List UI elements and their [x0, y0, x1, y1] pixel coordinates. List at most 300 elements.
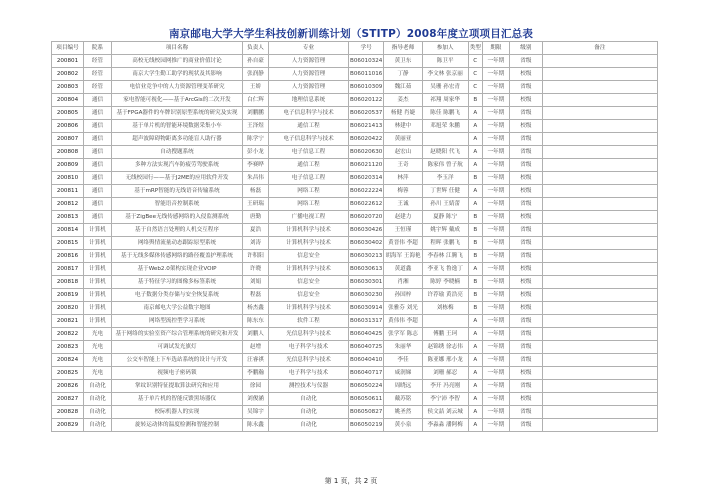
table-cell: 校级 — [509, 94, 542, 107]
table-cell: 省级 — [509, 250, 542, 263]
table-cell: B06030613 — [349, 263, 384, 276]
table-row — [52, 276, 658, 289]
table-cell: 陈婷 李晓楠 — [422, 276, 468, 289]
table-cell: 电子信息科学与技术 — [269, 107, 349, 120]
table-cell — [542, 237, 657, 250]
table-cell — [542, 406, 657, 419]
table-cell: 200829 — [52, 419, 84, 432]
table-cell: 自动化 — [84, 380, 112, 393]
table-cell: 一年期 — [482, 367, 509, 380]
table-cell: 光电 — [84, 354, 112, 367]
table-cell: 李宁沛 李智 — [422, 393, 468, 406]
table-cell: 200802 — [52, 68, 84, 81]
table-cell: 基于网络的实验室资产综合管理系统的研究和开发 — [112, 328, 243, 341]
table-cell: 黄晋伟 李超 — [384, 237, 422, 250]
table-cell: 丁静 — [384, 68, 422, 81]
table-cell: 一年期 — [482, 419, 509, 432]
table-cell: 陈卫平 — [422, 55, 468, 68]
table-cell: 张雅芬 刘光 — [384, 302, 422, 315]
table-cell: 一年期 — [482, 81, 509, 94]
table-cell: 赵宏山 — [384, 146, 422, 159]
table-cell: 赵晓阳 代飞 — [422, 146, 468, 159]
table-cell: A — [468, 185, 482, 198]
table-cell: 200828 — [52, 406, 84, 419]
table-cell: 经管 — [84, 81, 112, 94]
table-cell: 南京邮电大学公益数字地图 — [112, 302, 243, 315]
table-cell — [422, 133, 468, 146]
table-cell: B — [468, 250, 482, 263]
table-cell — [542, 380, 657, 393]
table-body — [52, 55, 658, 432]
table-cell: 魏江茹 — [384, 81, 422, 94]
table-cell: 省级 — [509, 55, 542, 68]
table-cell: B06050224 — [349, 380, 384, 393]
table-cell: 基于ZigBee无线传感网络的入侵监测系统 — [112, 211, 243, 224]
col-header: 指导老师 — [384, 42, 422, 55]
table-row — [52, 172, 658, 185]
table-cell: 校际机器人的实现 — [112, 406, 243, 419]
table-row — [52, 133, 658, 146]
table-cell: 省级 — [509, 146, 542, 159]
table-cell: 周晓远 — [384, 380, 422, 393]
table-cell: 王泽煜 — [243, 120, 269, 133]
table-cell: 人力资源管理 — [269, 55, 349, 68]
table-cell: 200822 — [52, 328, 84, 341]
table-cell: 校级 — [509, 263, 542, 276]
table-cell: 校级 — [509, 211, 542, 224]
table-cell: 高校无线校园网推广的商业价值讨论 — [112, 55, 243, 68]
table-cell: 林萍 — [384, 172, 422, 185]
table-row — [52, 55, 658, 68]
page-title: 南京邮电大学大学生科技创新训练计划（STITP）2008年度立项项目汇总表 — [168, 28, 534, 40]
table-cell: 省级 — [509, 81, 542, 94]
table-cell: B06030213 — [349, 250, 384, 263]
table-row — [52, 315, 658, 328]
col-header: 项目名称 — [112, 42, 243, 55]
table-cell: 一年期 — [482, 341, 509, 354]
table-cell: B06030914 — [349, 302, 384, 315]
table-cell: 陈家伟 曾子航 — [422, 159, 468, 172]
table-cell: 张学军 陈志 — [384, 328, 422, 341]
table-cell: 200805 — [52, 107, 84, 120]
table-cell: 200804 — [52, 94, 84, 107]
table-cell — [542, 276, 657, 289]
table-cell: 一年期 — [482, 289, 509, 302]
table-cell: B — [468, 211, 482, 224]
table-cell — [542, 55, 657, 68]
table-cell — [542, 419, 657, 432]
table-cell: 一年期 — [482, 120, 509, 133]
table-cell: 通信 — [84, 146, 112, 159]
table-cell: 徐园 — [243, 380, 269, 393]
table-cell: B06010324 — [349, 55, 384, 68]
table-cell: B06022612 — [349, 198, 384, 211]
table-cell: B — [468, 94, 482, 107]
table-cell: B06022224 — [349, 185, 384, 198]
table-cell — [542, 172, 657, 185]
table-row — [52, 328, 658, 341]
table-cell: 200819 — [52, 289, 84, 302]
table-cell: 自动化 — [269, 406, 349, 419]
table-cell: 人力资源管理 — [269, 81, 349, 94]
table-row — [52, 380, 658, 393]
table-cell: 旋转运动体的温度检测和智能控制 — [112, 419, 243, 432]
table-cell: 吴珊 孙宏青 — [422, 81, 468, 94]
table-cell: 姚圣然 — [384, 406, 422, 419]
table-cell: 200817 — [52, 263, 84, 276]
table-cell: 陈学宁 — [243, 133, 269, 146]
table-row — [52, 94, 658, 107]
table-cell: 陈永鑫 — [243, 419, 269, 432]
table-cell: B — [468, 237, 482, 250]
table-cell: 广播电视工程 — [269, 211, 349, 224]
table-cell: 自动化 — [84, 393, 112, 406]
table-cell: A — [468, 354, 482, 367]
table-cell: 200811 — [52, 185, 84, 198]
table-cell — [542, 120, 657, 133]
col-header: 级别 — [509, 42, 542, 55]
table-row — [52, 289, 658, 302]
table-cell: 电子信息科学与技术 — [269, 133, 349, 146]
table-cell: 计算机科学与技术 — [269, 263, 349, 276]
table-cell: 一年期 — [482, 159, 509, 172]
table-row — [52, 250, 658, 263]
table-cell: 200809 — [52, 159, 84, 172]
table-cell: 通信 — [84, 172, 112, 185]
table-cell: 网络型流控型学习系统 — [112, 315, 243, 328]
table-cell: 200820 — [52, 302, 84, 315]
table-cell: B — [468, 224, 482, 237]
table-cell: 测控技术与仪器 — [269, 380, 349, 393]
table-cell: 计算机 — [84, 224, 112, 237]
table-cell: B06050827 — [349, 406, 384, 419]
table-cell: 孙川 王婧蕾 — [422, 198, 468, 211]
table-cell: 自动化 — [269, 419, 349, 432]
table-cell: 邓旭荣 朱鹏 — [422, 120, 468, 133]
table-row — [52, 263, 658, 276]
table-cell: 赵增 — [243, 341, 269, 354]
table-row — [52, 367, 658, 380]
table-cell: 祁翔 周家华 — [422, 94, 468, 107]
table-cell: 刘涛 — [243, 237, 269, 250]
table-cell: 省级 — [509, 198, 542, 211]
table-cell: 一年期 — [482, 250, 509, 263]
table-cell: 一年期 — [482, 68, 509, 81]
table-cell: 省级 — [509, 224, 542, 237]
table-row — [52, 159, 658, 172]
table-row — [52, 341, 658, 354]
table-cell: 基于Web2.0架构实现企业VOIP — [112, 263, 243, 276]
table-cell: 程磊 — [243, 289, 269, 302]
table-cell: B06021120 — [349, 159, 384, 172]
table-cell: 200803 — [52, 81, 84, 94]
table-cell: B06020630 — [349, 146, 384, 159]
col-header: 专业 — [269, 42, 349, 55]
table-cell: 电子科学与技术 — [269, 341, 349, 354]
col-header: 备注 — [542, 42, 657, 55]
table-cell — [542, 133, 657, 146]
table-cell: 光电 — [84, 367, 112, 380]
table-cell: 计算机 — [84, 237, 112, 250]
table-cell: 白仁辉 — [243, 94, 269, 107]
table-cell: 经管 — [84, 68, 112, 81]
table-cell: 许积阳 — [243, 250, 269, 263]
table-cell: A — [468, 146, 482, 159]
table-cell: A — [468, 419, 482, 432]
table-cell: B06050219 — [349, 419, 384, 432]
table-cell: 计算机 — [84, 276, 112, 289]
table-cell: 程晖 张鹏飞 — [422, 237, 468, 250]
table-cell: B — [468, 302, 482, 315]
table-cell: 200812 — [52, 198, 84, 211]
table-cell: 一年期 — [482, 146, 509, 159]
table-cell: 夏浩 — [243, 224, 269, 237]
table-cell: C — [468, 81, 482, 94]
table-cell: 校级 — [509, 120, 542, 133]
table-cell: 人力资源管理 — [269, 68, 349, 81]
col-header: 项目编号 — [52, 42, 84, 55]
table-cell: B06020537 — [349, 107, 384, 120]
table-cell: 通信 — [84, 120, 112, 133]
table-cell: 200826 — [52, 380, 84, 393]
table-cell: 省级 — [509, 341, 542, 354]
table-cell: 200810 — [52, 172, 84, 185]
table-cell: 电子数据分类存储与安全恢复系统 — [112, 289, 243, 302]
table-cell: 杨健 肖婕 — [384, 107, 422, 120]
table-cell: 通信 — [84, 211, 112, 224]
table-cell: 省级 — [509, 328, 542, 341]
table-cell: 200807 — [52, 133, 84, 146]
table-cell: A — [468, 367, 482, 380]
table-cell — [542, 224, 657, 237]
table-cell: A — [468, 328, 482, 341]
table-cell: B06020422 — [349, 133, 384, 146]
table-row — [52, 211, 658, 224]
table-cell: 黄卫东 — [384, 55, 422, 68]
table-cell: 一年期 — [482, 172, 509, 185]
table-cell: 王研瑞 — [243, 198, 269, 211]
table-cell: 计算机科学与技术 — [269, 237, 349, 250]
table-cell: 李赛晔 — [243, 159, 269, 172]
table-cell: 一年期 — [482, 185, 509, 198]
table-row — [52, 393, 658, 406]
table-cell: 基于FPGA器件的车牌识别原型系统的研究及实现 — [112, 107, 243, 120]
table-cell: 陈佳 陈鹏飞 — [422, 107, 468, 120]
table-cell: 经管 — [84, 55, 112, 68]
table-row — [52, 419, 658, 432]
col-header: 类型 — [468, 42, 482, 55]
table-cell: 200824 — [52, 354, 84, 367]
table-cell: 200823 — [52, 341, 84, 354]
table-cell: 一年期 — [482, 133, 509, 146]
table-cell: 吴锦宇 — [243, 406, 269, 419]
table-cell: 自动化 — [269, 393, 349, 406]
table-cell: 电子信息工程 — [269, 146, 349, 159]
table-cell: 计算机科学与技术 — [269, 224, 349, 237]
table-cell: 校级 — [509, 302, 542, 315]
table-cell: 省级 — [509, 133, 542, 146]
table-row — [52, 81, 658, 94]
col-header: 院系 — [84, 42, 112, 55]
table-cell: 校级 — [509, 276, 542, 289]
table-cell: 陈亚娜 邢小龙 — [422, 354, 468, 367]
table-cell: 校级 — [509, 172, 542, 185]
col-header: 负责人 — [243, 42, 269, 55]
table-cell: 通信工程 — [269, 120, 349, 133]
table-cell: 林建中 — [384, 120, 422, 133]
table-cell: 信息安全 — [269, 250, 349, 263]
table-cell: 许荐瑜 黄浩亮 — [422, 289, 468, 302]
table-cell: 电信业竞争中的人力资源管理变革研究 — [112, 81, 243, 94]
table-cell — [542, 68, 657, 81]
table-cell: 计算机 — [84, 289, 112, 302]
table-cell: 校级 — [509, 68, 542, 81]
table-cell: 通信工程 — [269, 159, 349, 172]
table-cell: 一年期 — [482, 406, 509, 419]
table-cell: 基于mRP智能的无线语音传输系统 — [112, 185, 243, 198]
table-cell: 肖湘 — [384, 276, 422, 289]
table-cell — [542, 393, 657, 406]
table-cell: 张润静 — [243, 68, 269, 81]
table-cell: 校级 — [509, 393, 542, 406]
project-table — [51, 41, 658, 432]
table-row — [52, 237, 658, 250]
table-cell: 省级 — [509, 237, 542, 250]
table-cell: 掌纹识别特征提取算法研究和应用 — [112, 380, 243, 393]
table-cell: 朱丽华 — [384, 341, 422, 354]
table-cell: 李玉洋 — [422, 172, 468, 185]
table-row — [52, 224, 658, 237]
table-cell: 汪睿祺 — [243, 354, 269, 367]
table-cell — [542, 211, 657, 224]
table-cell — [542, 328, 657, 341]
table-cell: 刘鹏人 — [243, 328, 269, 341]
table-cell: 杨磊 — [243, 185, 269, 198]
table-cell: 唐勤 — [243, 211, 269, 224]
table-cell: A — [468, 198, 482, 211]
table-cell: B06040410 — [349, 354, 384, 367]
table-cell: 王娇 — [243, 81, 269, 94]
table-cell: 黄小泉 — [384, 419, 422, 432]
table-cell: 孙国梓 — [384, 289, 422, 302]
table-cell: 丁世辉 任健 — [422, 185, 468, 198]
table-cell: 通信 — [84, 198, 112, 211]
table-row — [52, 185, 658, 198]
table-cell: B06050611 — [349, 393, 384, 406]
table-cell: A — [468, 133, 482, 146]
table-cell: B06031317 — [349, 315, 384, 328]
table-cell: 一年期 — [482, 315, 509, 328]
table-row — [52, 68, 658, 81]
table-row — [52, 302, 658, 315]
table-cell: 基于特征学习的图像多标签系统 — [112, 276, 243, 289]
table-cell: 200825 — [52, 367, 84, 380]
table-cell: 王奇 — [384, 159, 422, 172]
table-cell: 李春林 江腾飞 — [422, 250, 468, 263]
table-cell: B06030402 — [349, 237, 384, 250]
table-cell: 通信 — [84, 133, 112, 146]
table-cell: 电子科学与技术 — [269, 367, 349, 380]
table-cell: B — [468, 289, 482, 302]
table-row — [52, 354, 658, 367]
table-cell — [542, 341, 657, 354]
table-cell: 电子信息工程 — [269, 172, 349, 185]
table-cell: 一年期 — [482, 107, 509, 120]
table-cell: 无线校园行——基于J2ME的应用软件开发 — [112, 172, 243, 185]
table-cell: A — [468, 380, 482, 393]
table-cell — [542, 354, 657, 367]
table-cell: C — [468, 68, 482, 81]
table-cell: 李开 冯亮刚 — [422, 380, 468, 393]
table-cell: 一年期 — [482, 302, 509, 315]
table-cell: 一年期 — [482, 276, 509, 289]
table-cell: 省级 — [509, 159, 542, 172]
table-cell: 胡海军 王海艳 — [384, 250, 422, 263]
table-cell: 基于单片机的智能反馈黑场器仪 — [112, 393, 243, 406]
table-cell: 一年期 — [482, 224, 509, 237]
table-row — [52, 120, 658, 133]
table-cell: 网络工程 — [269, 198, 349, 211]
table-cell: 赵锦绣 徐志伟 — [422, 341, 468, 354]
table-cell: 通信 — [84, 107, 112, 120]
col-header: 参加人 — [422, 42, 468, 55]
table-cell: 校级 — [509, 185, 542, 198]
col-header: 学号 — [349, 42, 384, 55]
table-cell: B06030426 — [349, 224, 384, 237]
table-cell: 梅蓉 — [384, 185, 422, 198]
table-cell — [542, 107, 657, 120]
table-cell: B06021413 — [349, 120, 384, 133]
table-cell — [542, 146, 657, 159]
table-cell: 咸润娣 — [384, 367, 422, 380]
table-cell: 200821 — [52, 315, 84, 328]
table-cell: 通信 — [84, 159, 112, 172]
table-cell: B — [468, 172, 482, 185]
table-cell: A — [468, 341, 482, 354]
table-cell: A — [468, 263, 482, 276]
table-cell: B06040717 — [349, 367, 384, 380]
table-cell: 一年期 — [482, 237, 509, 250]
table-cell: B — [468, 276, 482, 289]
table-row — [52, 107, 658, 120]
table-cell: 200827 — [52, 393, 84, 406]
table-cell: B06030230 — [349, 289, 384, 302]
table-cell — [542, 367, 657, 380]
table-cell: 戴苏铭 — [384, 393, 422, 406]
table-cell — [542, 81, 657, 94]
table-cell: 可调试发光旗灯 — [112, 341, 243, 354]
table-cell: 杨杰鑫 — [243, 302, 269, 315]
table-cell: 200801 — [52, 55, 84, 68]
table-cell: 家电智能可视化——基于ArcGis的二次开发 — [112, 94, 243, 107]
table-row — [52, 146, 658, 159]
table-cell: 彭小龙 — [243, 146, 269, 159]
table-cell: 李佳 — [384, 354, 422, 367]
table-cell: 赵建力 — [384, 211, 422, 224]
table-cell: 李亚飞 鲁逸丁 — [422, 263, 468, 276]
table-cell: B06020314 — [349, 172, 384, 185]
table-cell: 刘珊 郝忍 — [422, 367, 468, 380]
table-cell: 计算机 — [84, 315, 112, 328]
table-cell: A — [468, 107, 482, 120]
col-header: 期限 — [482, 42, 509, 55]
table-cell: 一年期 — [482, 380, 509, 393]
table-cell: 视频电子密码锁 — [112, 367, 243, 380]
table-cell — [542, 159, 657, 172]
table-cell — [542, 263, 657, 276]
table-cell: 信息安全 — [269, 276, 349, 289]
table-cell — [422, 315, 468, 328]
